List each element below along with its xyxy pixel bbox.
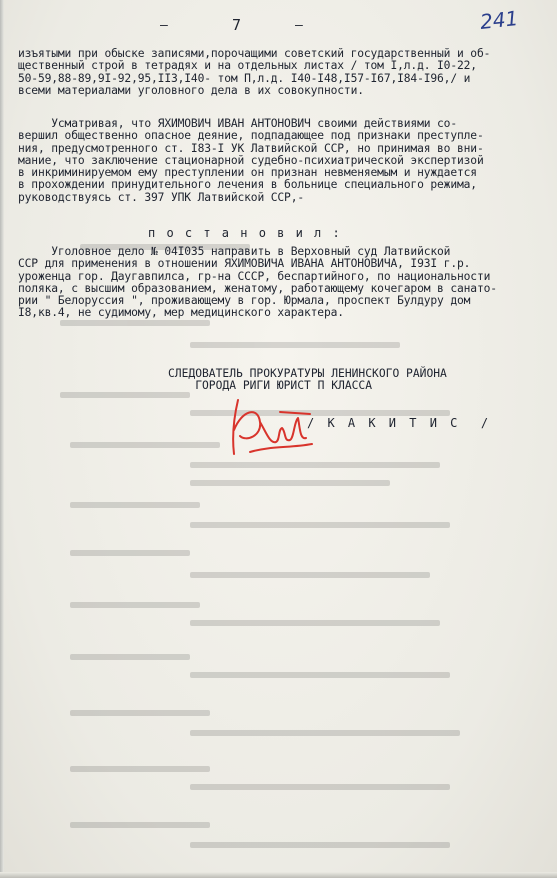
investigator-title: СЛЕДОВАТЕЛЬ ПРОКУРАТУРЫ ЛЕНИНСКОГО РАЙОНА ГОРОДА РИГИ ЮРИСТ П КЛАССА [168,367,447,393]
investigator-name: / К А К И Т И С / [307,416,492,430]
archive-page-number: 241 [478,6,520,34]
page-edge-bottom [0,872,557,878]
paragraph-decision: Уголовное дело № 04I035 направить в Верховный суд Латвийской ССР для применения в отношении ЯХИМОВИЧА ИВАНА АНТОНОВИЧА, I93I г.р. уроженца гор. Даугавпилса, гр-на СССР, беспартийного, по национальности поляка, с высшим образованием, женатому, работающему кочегаром в санато- рии " Белоруссия ", проживающему в гор. Юрмала, проспект Булдуру дом I8,кв.4, не судимому, мер медицинского характера. [18,245,497,320]
decision-heading: п о с т а н о в и л : [148,226,342,240]
page-number: 7 [232,16,242,34]
page-header [0,10,557,40]
handwritten-signature [220,392,320,462]
header-dash-left: — [160,18,168,33]
paragraph-evidence: изъятыми при обыске записями,порочащими советский государственный и об- щественный строй в тетрадях и на отдельных листах / том I,л.д. I0-22, 50-59,88-89,9I-92,95,II3,I40- том П,л.д. I40-I48,I57-I67,I84-I96,/ и всеми материалами уголовного дела в их совокупности. [18,47,491,97]
page-edge-left [0,0,4,878]
header-dash-right: — [295,18,303,33]
paragraph-reasoning: Усматривая, что ЯХИМОВИЧ ИВАН АНТОНОВИЧ своими действиями со- вершил общественно опасное деяние, подпадающее под признаки преступле- ния, предусмотренного ст. I83-I УК Латвийской ССР, но принимая во вни- мание, что заключение стационарной судебно-психиатрической экспертизой в инкриминируемом ему преступлении он признан невменяемым и нуждается в прохождении принудительного лечения в больнице специального режима, руководствуясь ст. 397 УПК Латвийской ССР,- [18,117,484,204]
